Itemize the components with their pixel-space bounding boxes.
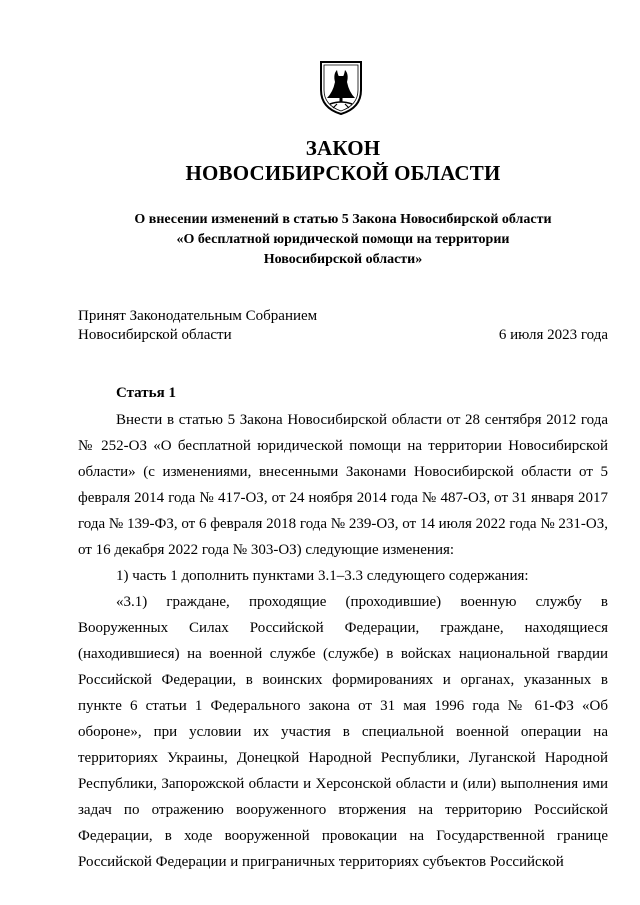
law-title bbox=[78, 136, 608, 186]
adoption-date: 6 июля 2023 года bbox=[498, 327, 608, 343]
adoption-block bbox=[78, 307, 608, 345]
adoption-line2: Новосибирской области bbox=[78, 327, 232, 343]
article-paragraph: Внести в статью 5 Закона Новосибирской области от 28 сентября 2012 года № 252-ОЗ «О бесплатной юридической помощи на территории Новосибирской области» (с изменениями, внесенными Законами Новосибирской области от 5 февраля 2014 года № 417-ОЗ, от 24 ноября 2014 года № 487-ОЗ, от 31 января 2017 года № 139-ФЗ, от 6 февраля 2018 года № 239-ОЗ, от 14 июля 2022 года № 231-ОЗ, от 16 декабря 2022 года № 303-ОЗ) следующие изменения: bbox=[78, 412, 608, 558]
article-heading: Статья 1 bbox=[116, 385, 176, 401]
coat-of-arms-icon bbox=[318, 60, 364, 116]
law-subtitle-line3: Новосибирской области» bbox=[263, 252, 423, 267]
law-subtitle-line1: О внесении изменений в статью 5 Закона Новосибирской области bbox=[134, 212, 552, 227]
article-paragraph: «3.1) граждане, проходящие (проходившие) военную службу в Вооруженных Силах Российской Федерации, граждане, находящиеся (находившиеся) на военной службе (службе) в войсках национальной гвардии Российской Федерации, в воинских формированиях и органах, указанных в пункте 6 статьи 1 Федерального закона от 31 мая 1996 года № 61-ФЗ «Об обороне», при условии их участия в специальной военной операции на территориях Украины, Донецкой Народной Республики, Луганской Народной Республики, Запорожской области и Херсонской области и (или) выполнения ими задач по отражению вооруженного вторжения на территорию Российской Федерации, в ходе вооруженной провокации на Государственной границе Российской Федерации и приграничных территориях субъектов Российской bbox=[78, 594, 608, 870]
law-subtitle-line2: «О бесплатной юридической помощи на территории bbox=[176, 232, 510, 247]
article-paragraph: 1) часть 1 дополнить пунктами 3.1–3.3 следующего содержания: bbox=[116, 568, 529, 584]
law-title-line1: ЗАКОН bbox=[305, 136, 381, 160]
law-title-line2: НОВОСИБИРСКОЙ ОБЛАСТИ bbox=[185, 161, 501, 185]
adoption-row bbox=[78, 326, 608, 345]
law-subtitle bbox=[78, 210, 608, 270]
adoption-line1: Принят Законодательным Собранием bbox=[78, 308, 318, 324]
